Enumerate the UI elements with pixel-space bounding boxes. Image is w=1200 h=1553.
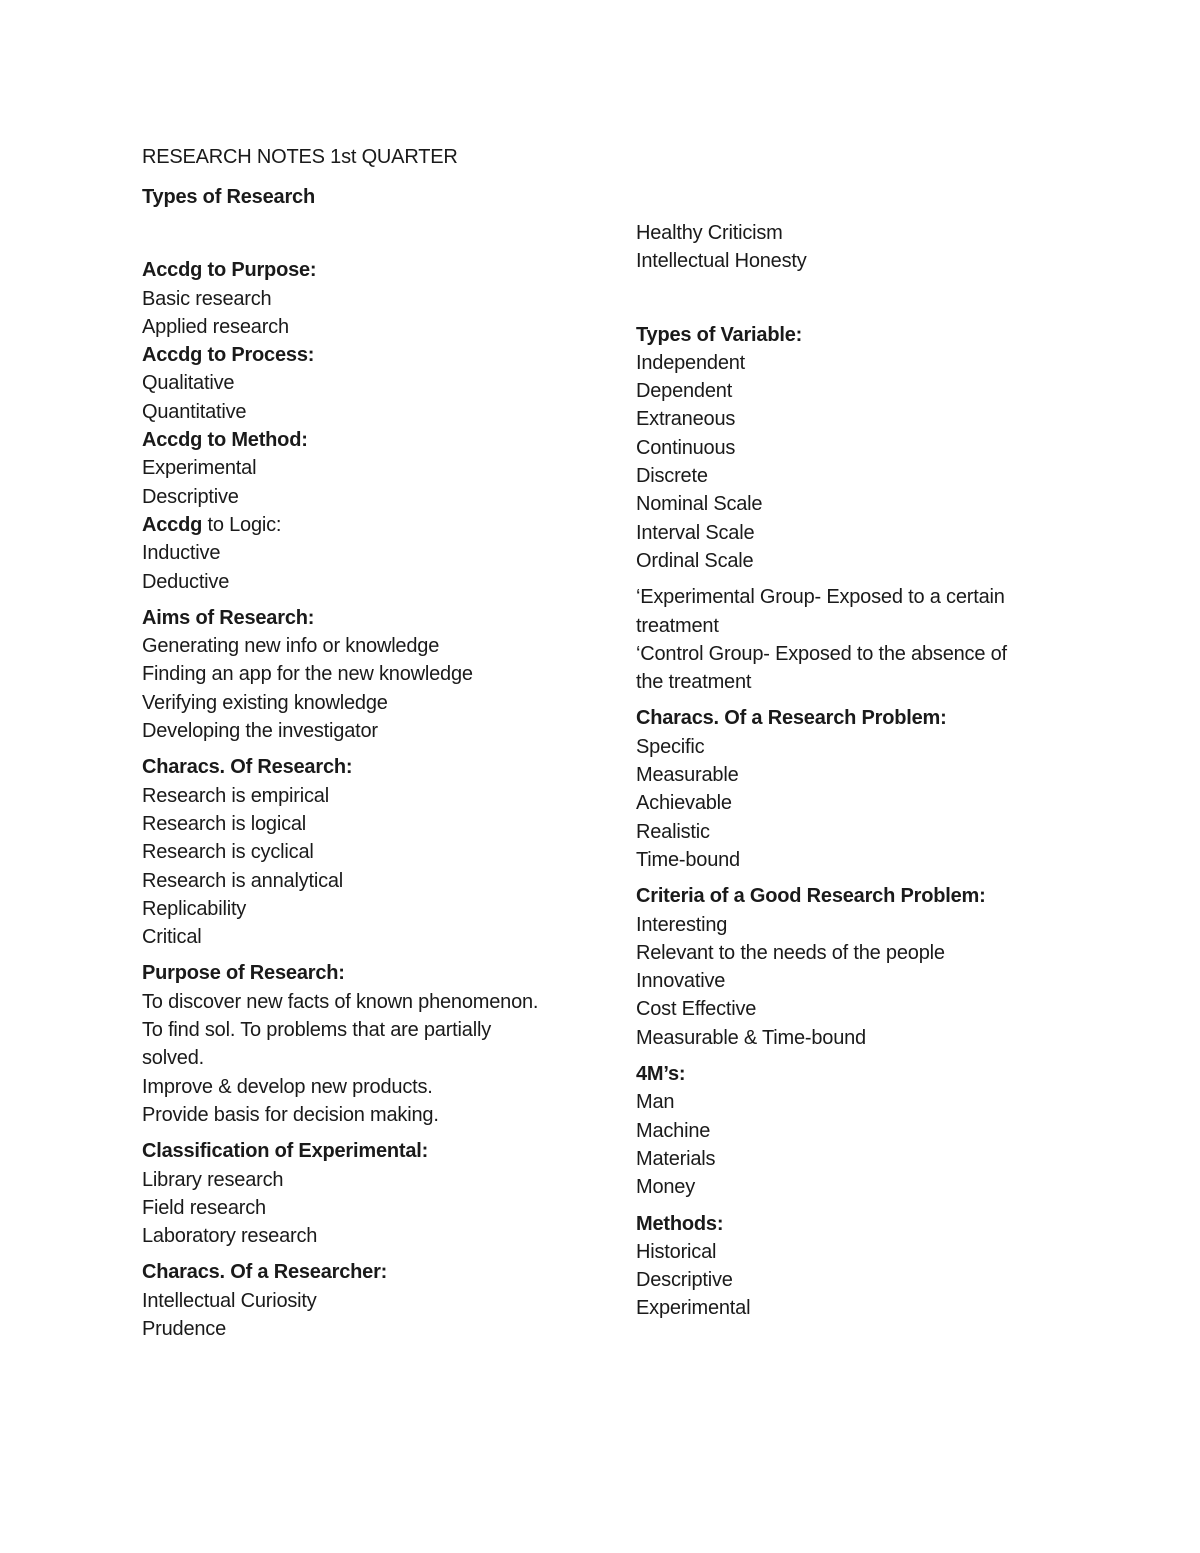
list-item: Ordinal Scale <box>636 549 754 572</box>
list-item: Provide basis for decision making. <box>142 1103 439 1126</box>
list-item: Developing the investigator <box>142 720 378 743</box>
variables-heading: Types of Variable: <box>636 323 803 346</box>
document-title: RESEARCH NOTES 1st QUARTER <box>142 146 458 168</box>
logic-heading-bold: Accdg <box>142 513 203 536</box>
process-heading: Accdg to Process: <box>142 344 315 367</box>
list-item: Extraneous <box>636 408 736 431</box>
list-item: Finding an app for the new knowledge <box>142 663 473 686</box>
list-item: Specific <box>636 735 705 758</box>
list-item: Measurable & Time-bound <box>636 1026 866 1049</box>
method-heading: Accdg to Method: <box>142 429 308 452</box>
list-item: Basic research <box>142 287 272 310</box>
list-item: Relevant to the needs of the people <box>636 941 945 964</box>
list-item: Intellectual Curiosity <box>142 1289 317 1312</box>
list-item: Innovative <box>636 970 726 993</box>
list-item: Realistic <box>636 820 710 843</box>
list-item: Healthy Criticism <box>636 222 783 244</box>
criteria-heading: Criteria of a Good Research Problem: <box>636 885 986 908</box>
list-item: Prudence <box>142 1317 227 1340</box>
list-item: Generating new info or knowledge <box>142 635 440 658</box>
list-item: Intellectual Honesty <box>636 250 807 273</box>
list-item: Interesting <box>636 913 728 936</box>
classification-heading: Classification of Experimental: <box>142 1140 429 1163</box>
logic-heading <box>142 511 592 539</box>
control-group-note: ‘Control Group- Exposed to the absence of the treatment <box>636 642 1007 694</box>
list-item: Laboratory research <box>142 1225 318 1248</box>
types-of-research-heading: Types of Research <box>142 186 315 208</box>
characs-researcher-heading: Characs. Of a Researcher: <box>142 1261 388 1284</box>
experimental-group-note: ‘Experimental Group- Exposed to a certain treatment <box>636 586 1005 637</box>
list-item: Qualitative <box>142 372 235 395</box>
list-item: Library research <box>142 1168 284 1191</box>
methods-heading: Methods: <box>636 1212 724 1235</box>
list-item: Time-bound <box>636 848 740 871</box>
list-item: Research is annalytical <box>142 869 344 892</box>
list-item: Nominal Scale <box>636 493 763 516</box>
characs-problem-heading: Characs. Of a Research Problem: <box>636 707 947 730</box>
list-item: Materials <box>636 1147 716 1170</box>
list-item: Man <box>636 1091 675 1114</box>
list-item: Descriptive <box>636 1269 733 1292</box>
list-item: Descriptive <box>142 485 239 508</box>
logic-heading-rest: to Logic: <box>202 513 282 536</box>
list-item: Machine <box>636 1119 711 1142</box>
purpose-research-heading: Purpose of Research: <box>142 962 345 985</box>
list-item: Interval Scale <box>636 521 755 544</box>
list-item: Measurable <box>636 764 739 787</box>
list-item: Experimental <box>636 1297 751 1320</box>
list-item: To find sol. To problems that are partially solved. <box>142 1019 491 1070</box>
list-item: Discrete <box>636 465 708 488</box>
list-item: Historical <box>636 1240 717 1263</box>
list-item: Field research <box>142 1196 266 1219</box>
left-column <box>142 183 592 1343</box>
list-item: Research is empirical <box>142 784 329 807</box>
list-item: Independent <box>636 351 746 374</box>
list-item: Achievable <box>636 792 732 815</box>
list-item: Critical <box>142 926 202 949</box>
list-item: Money <box>636 1176 696 1199</box>
list-item: Improve & develop new products. <box>142 1075 433 1098</box>
purpose-heading: Accdg to Purpose: <box>142 259 317 282</box>
list-item: Dependent <box>636 380 733 403</box>
list-item: Verifying existing knowledge <box>142 691 388 714</box>
list-item: Experimental <box>142 457 257 480</box>
list-item: Research is logical <box>142 812 307 835</box>
list-item: Deductive <box>142 570 230 593</box>
list-item: Applied research <box>142 315 289 338</box>
list-item: Quantitative <box>142 400 247 423</box>
right-column <box>636 219 1056 1323</box>
list-item: Cost Effective <box>636 998 757 1021</box>
aims-heading: Aims of Research: <box>142 606 315 629</box>
characs-research-heading: Characs. Of Research: <box>142 756 353 779</box>
list-item: To discover new facts of known phenomenon. <box>142 990 539 1013</box>
list-item: Replicability <box>142 897 247 920</box>
list-item: Inductive <box>142 542 221 565</box>
four-ms-heading: 4M’s: <box>636 1063 686 1086</box>
list-item: Research is cyclical <box>142 841 314 864</box>
list-item: Continuous <box>636 436 736 459</box>
